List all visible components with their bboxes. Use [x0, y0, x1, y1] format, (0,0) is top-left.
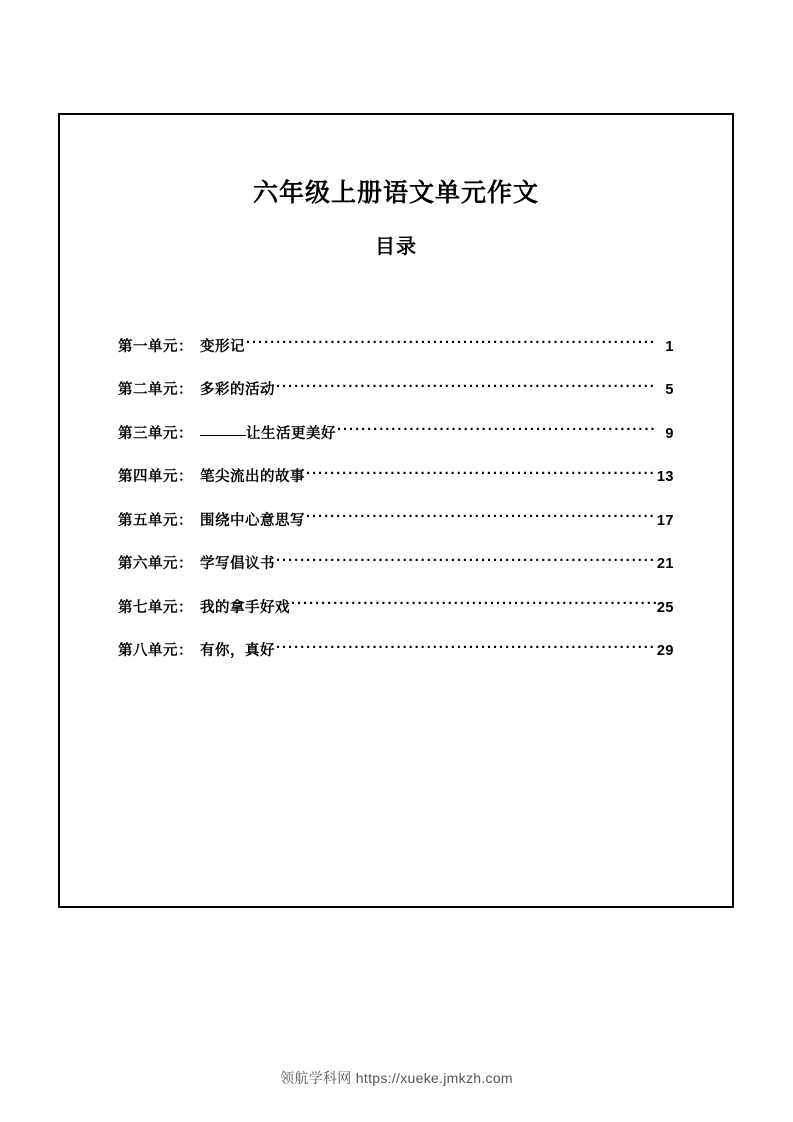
toc-leader-dots: [337, 424, 656, 438]
toc-page-number: 25: [656, 599, 674, 616]
toc-unit-label: 第七单元：: [118, 599, 193, 616]
toc-entry[interactable]: [118, 554, 674, 572]
toc-entry[interactable]: [118, 511, 674, 529]
document-page: [58, 113, 734, 908]
page-subtitle: 目录: [375, 235, 417, 258]
toc-entry-title: 围绕中心意思写: [200, 512, 305, 529]
watermark-footer: 领航学科网 https://xueke.jmkzh.com: [280, 1070, 513, 1086]
toc-entry[interactable]: [118, 641, 674, 659]
toc-leader-dots: [246, 337, 656, 351]
toc-entry[interactable]: [118, 424, 674, 442]
toc-unit-label: 第三单元：: [118, 425, 193, 442]
toc-entry[interactable]: [118, 598, 674, 616]
toc-entry-title: 变形记: [200, 338, 245, 355]
toc-page-number: 1: [665, 338, 674, 355]
toc-leader-dots: [276, 554, 656, 568]
toc-page-number: 13: [656, 469, 674, 485]
toc-entry-title: 有你，真好: [200, 643, 275, 659]
toc-unit-label: 第一单元：: [118, 338, 193, 355]
toc-entry-title: 让生活更美好: [246, 425, 336, 442]
toc-leader-dots: [306, 511, 656, 525]
toc-page-number: 21: [656, 556, 674, 572]
toc-entry[interactable]: [118, 467, 674, 485]
toc-leader-dots: [276, 641, 656, 655]
toc-page-number: 17: [656, 512, 674, 529]
toc-entry-title: 多彩的活动: [200, 382, 275, 398]
toc-entry[interactable]: [118, 380, 674, 398]
toc-page-number: 5: [665, 382, 674, 398]
toc-leader-dots: [291, 598, 656, 612]
toc-entry[interactable]: [118, 337, 674, 355]
toc-leader-dots: [306, 467, 656, 481]
toc-entry-title: 我的拿手好戏: [200, 599, 290, 616]
toc-unit-label: 第六单元：: [118, 556, 193, 572]
table-of-contents: [60, 337, 732, 659]
page-title: 六年级上册语文单元作文: [252, 179, 539, 207]
toc-page-number: 29: [656, 643, 674, 659]
toc-unit-label: 第二单元：: [118, 382, 193, 398]
toc-unit-label: 第四单元：: [118, 469, 193, 485]
toc-leader-dots: [276, 380, 656, 394]
toc-unit-label: 第五单元：: [118, 512, 193, 529]
toc-page-number: 9: [665, 425, 674, 442]
toc-entry-title: 学写倡议书: [200, 556, 275, 572]
toc-unit-label: 第八单元：: [118, 643, 193, 659]
toc-entry-title: 笔尖流出的故事: [200, 469, 305, 485]
toc-fill-in-blank: [200, 435, 246, 436]
